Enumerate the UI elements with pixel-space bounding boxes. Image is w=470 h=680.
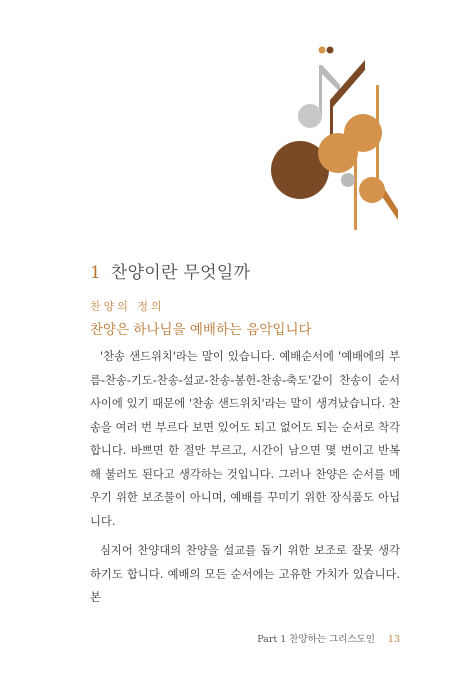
orange-long-stem	[354, 160, 357, 230]
section-subtitle: 찬양은 하나님을 예배하는 음악입니다	[90, 322, 312, 338]
small-dot-orange	[319, 47, 326, 54]
section-heading	[90, 298, 312, 338]
paragraph-1	[90, 345, 400, 533]
page-number: 13	[387, 634, 400, 645]
music-notes-illustration	[260, 30, 420, 230]
paragraph-2-text: 심지어 찬양대의 찬양을 설교를 돕기 위한 보조로 잘못 생각하기도 합니다. 예배의 모든 순서에는 고유한 가치가 있습니다. 본	[90, 544, 400, 604]
gray-note-flag	[322, 65, 340, 92]
gray-small-circle	[341, 173, 355, 187]
page-footer	[257, 631, 400, 645]
orange-note-head-large	[344, 114, 382, 152]
chapter-title: 찬양이란 무엇일까	[110, 263, 251, 283]
small-dot-brown	[327, 47, 334, 54]
chapter-heading	[90, 258, 250, 283]
section-kicker: 찬양의 정의	[90, 300, 165, 313]
orange-bottom-circle	[359, 177, 385, 203]
chapter-number: 1	[90, 263, 102, 283]
footer-part-label: Part 1 찬양하는 그리스도인	[257, 634, 375, 645]
gray-note-head	[298, 104, 322, 128]
gray-note-stem	[319, 65, 322, 115]
paragraph-2	[90, 539, 400, 610]
body-text	[90, 345, 400, 616]
paragraph-1-text: '찬송 샌드위치'라는 말이 있습니다. 예배순서에 '예배에의 부름-찬송-기도-찬송-설교-찬송-봉헌-찬송-축도'같이 찬송이 순서 사이에 있기 때문에 '찬송 샌드위치'라는 말이 생겨났습니다. 찬송을 여러 번 부르다 보면 있어도 되고 없어도 되는 순서로 착각합니다. 바쁘면 한 절만 부르고, 시간이 남으면 몇 번이고 반복해 불러도 된다고 생각하는 것입니다. 그러나 찬양은 순서를 메우기 위한 보조물이 아니며, 예배를 꾸미기 위한 장식품도 아닙니다.	[90, 350, 400, 528]
